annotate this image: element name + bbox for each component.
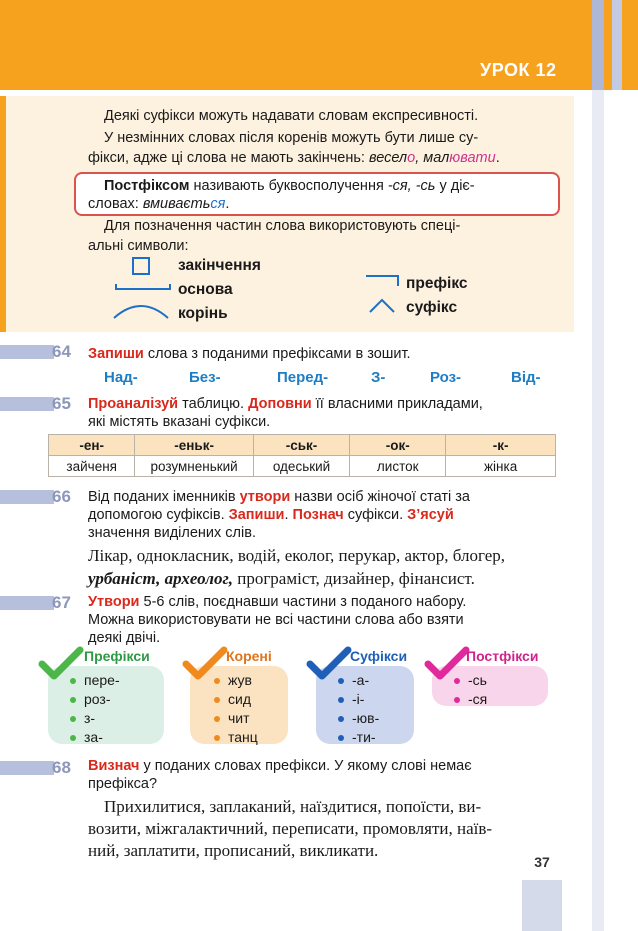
- header-stripe: [612, 0, 622, 90]
- suffix-symbol-icon: [370, 300, 394, 312]
- postfix-definition-line2: словах: вмивається.: [88, 196, 230, 212]
- exercise-number-bar: [0, 397, 54, 411]
- exercise-number: 68: [52, 758, 71, 777]
- exercise-number: 66: [52, 487, 71, 506]
- exercise-number-bar: [0, 761, 54, 775]
- table-header-cell: -ен-: [49, 435, 135, 456]
- group-item: жув: [214, 670, 252, 690]
- prefix-item: Над-: [104, 369, 138, 386]
- table-header-cell: -ськ-: [253, 435, 349, 456]
- exercise-68-words-line2: возити, міжгалактичний, переписати, промовляти, наїв-: [88, 819, 493, 838]
- group-title-roots: Корені: [226, 648, 272, 664]
- prefix-item: З-: [371, 369, 386, 386]
- table-cell: листок: [350, 456, 446, 477]
- group-item: пере-: [70, 670, 120, 690]
- symbol-label-suffix: суфікс: [406, 299, 458, 316]
- exercise-65-task: Проаналізуй таблицю. Доповни її власними прикладами,: [88, 396, 483, 412]
- group-item: -ся: [454, 689, 487, 709]
- exercise-number-bar: [0, 596, 54, 610]
- group-item: танц: [214, 727, 258, 747]
- rule-paragraph-2: У незмінних словах після коренів можуть бути лише су-: [104, 130, 479, 146]
- table-header-cell: -к-: [446, 435, 556, 456]
- exercise-66-task-line1: Від поданих іменників утвори назви осіб жіночої статі за: [88, 489, 470, 505]
- exercise-65-task-line2: які містять вказані суфікси.: [88, 414, 271, 430]
- symbols-intro-line2: альні символи:: [88, 238, 189, 254]
- exercise-number: 65: [52, 394, 71, 413]
- table-cell: жінка: [446, 456, 556, 477]
- exercise-68-words-line1: Прихилитися, заплаканий, наїздитися, попоїсти, ви-: [104, 797, 482, 816]
- exercise-67-task-line1: Утвори 5-6 слів, поєднавши частини з поданого набору.: [88, 594, 467, 610]
- prefix-symbol-icon: [366, 276, 398, 286]
- exercise-66-task-line3: значення виділених слів.: [88, 525, 256, 541]
- stem-symbol-icon: [116, 284, 170, 289]
- group-item: -сь: [454, 670, 487, 690]
- exercise-68-task-line1: Визнач у поданих словах префікси. У якому слові немає: [88, 758, 472, 774]
- rule-paragraph-1: Деякі суфікси можуть надавати словам експресивності.: [104, 108, 479, 124]
- table-header-row: [49, 435, 556, 456]
- group-item: -і-: [338, 689, 364, 709]
- group-title-postfixes: Постфікси: [466, 648, 539, 664]
- group-item: -ти-: [338, 727, 376, 747]
- symbol-label-ending: закінчення: [178, 257, 261, 274]
- group-item: за-: [70, 727, 103, 747]
- exercise-66-task-line2: допомогою суфіксів. Запиши. Познач суфікси. З’ясуй: [88, 507, 454, 523]
- lesson-title: УРОК 12: [480, 60, 557, 80]
- suffix-table: [48, 434, 556, 477]
- table-row: [49, 456, 556, 477]
- table-cell: одеський: [253, 456, 349, 477]
- prefix-item: Перед-: [277, 369, 329, 386]
- prefix-item: Без-: [189, 369, 221, 386]
- exercise-67-task-line3: деякі двічі.: [88, 630, 161, 646]
- group-item: сид: [214, 689, 251, 709]
- page-number: 37: [534, 854, 550, 870]
- symbol-label-prefix: префікс: [406, 275, 468, 292]
- postfix-definition-line1: Постфіксом називають буквосполучення -ся, -сь у діє-: [104, 178, 475, 194]
- group-title-prefixes: Префікси: [84, 648, 150, 664]
- exercise-number: 67: [52, 593, 71, 612]
- exercise-66-words-line1: Лікар, однокласник, водій, еколог, перукар, актор, блогер,: [88, 546, 505, 565]
- symbol-label-stem: основа: [178, 281, 233, 298]
- right-margin-stripe: [592, 90, 604, 931]
- group-title-suffixes: Суфікси: [350, 648, 408, 664]
- exercise-number-bar: [0, 345, 54, 359]
- group-item: роз-: [70, 689, 111, 709]
- group-item: -а-: [338, 670, 369, 690]
- rule-box-edge: [0, 96, 6, 332]
- morpheme-symbols-right: [360, 270, 410, 316]
- group-item: чит: [214, 708, 250, 728]
- symbols-intro-line1: Для позначення частин слова використовують спеці-: [104, 218, 461, 234]
- page-number-strip: [522, 880, 562, 931]
- exercise-68-words-line3: ний, заплатити, прописаний, викликати.: [88, 841, 379, 860]
- exercise-66-words-line2: урбаніст, археолог, програміст, дизайнер, фінансист.: [88, 569, 475, 588]
- symbol-label-root: корінь: [178, 305, 228, 322]
- rule-paragraph-2-line2: фікси, адже ці слова не мають закінчень: весело, малювати.: [88, 150, 500, 166]
- table-header-cell: -еньк-: [135, 435, 253, 456]
- group-item: -юв-: [338, 708, 379, 728]
- table-cell: розумненький: [135, 456, 253, 477]
- root-symbol-icon: [114, 306, 168, 318]
- prefix-item: Роз-: [430, 369, 462, 386]
- exercise-68-task-line2: префікса?: [88, 776, 158, 792]
- exercise-number-bar: [0, 490, 54, 504]
- table-cell: зайченя: [49, 456, 135, 477]
- exercise-67-task-line2: Можна використовувати не всі частини слова або взяти: [88, 612, 464, 628]
- exercise-64-task: Запиши слова з поданими префіксами в зошит.: [88, 346, 411, 362]
- prefix-item: Від-: [511, 369, 541, 386]
- header-stripe: [592, 0, 604, 90]
- ending-symbol-icon: [133, 258, 149, 274]
- group-item: з-: [70, 708, 95, 728]
- exercise-number: 64: [52, 342, 71, 361]
- table-header-cell: -ок-: [350, 435, 446, 456]
